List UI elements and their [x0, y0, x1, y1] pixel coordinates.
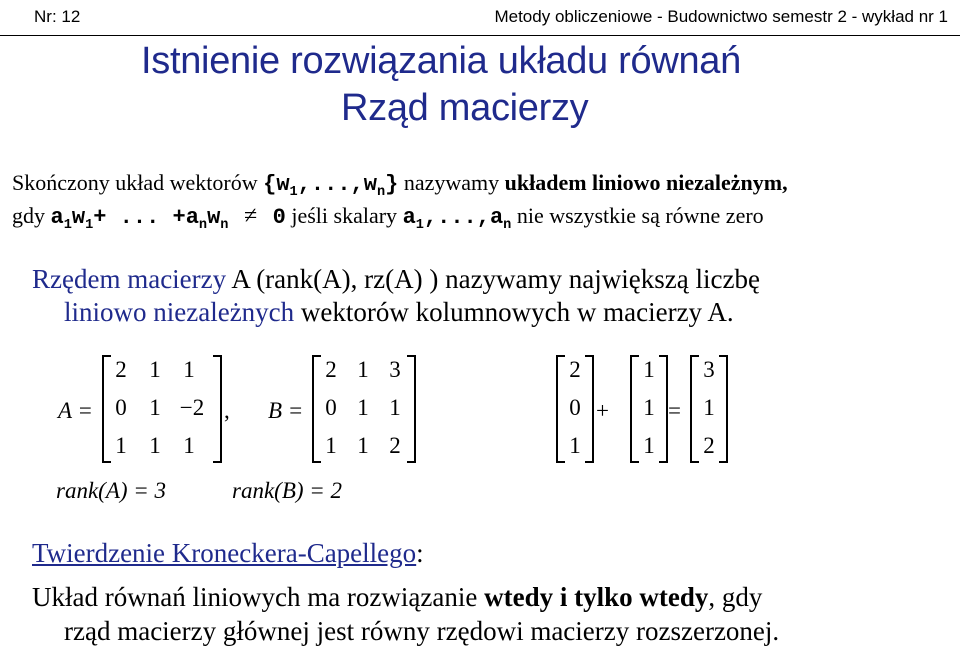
- vector-cell: 0: [569, 395, 581, 420]
- rank-independent-term: liniowo niezależnych: [64, 297, 295, 327]
- equals-sign: =: [668, 398, 681, 423]
- matrix-a-label: A =: [58, 398, 93, 423]
- plus-sign: +: [596, 398, 609, 423]
- matrix-cell: 0: [115, 395, 127, 420]
- def-text-2: nazywamy: [403, 170, 500, 195]
- theorem-title: [32, 538, 424, 569]
- matrix-a: [102, 355, 222, 463]
- matrix-cell: 0: [325, 395, 337, 420]
- vector-cell: 1: [569, 433, 581, 458]
- matrix-cell: 1: [183, 433, 195, 458]
- matrix-b-label: B =: [268, 398, 304, 423]
- scalars: $a_1,...,a_n$: [402, 205, 512, 233]
- not-equal-sign: ≠: [243, 203, 258, 229]
- def-tail: nie wszystkie są równe zero: [516, 203, 764, 228]
- theorem-colon: :: [416, 538, 424, 568]
- independence-definition-line2: [12, 203, 764, 233]
- def-text-1: Skończony układ wektorów: [12, 170, 258, 195]
- matrix-cell: 1: [149, 357, 161, 382]
- matrix-cell: 1: [357, 433, 369, 458]
- matrix-cell: 1: [115, 433, 127, 458]
- rank-matrix-letter-2: A.: [707, 297, 734, 327]
- vector-cell: 1: [643, 433, 655, 458]
- page-number: Nr: 12: [34, 7, 81, 26]
- rank-term: Rzędem macierzy: [32, 264, 227, 294]
- def-jesli: jeśli skalary: [291, 203, 398, 228]
- matrix-cell: 1: [357, 357, 369, 382]
- zero-vector: 0: [272, 205, 286, 230]
- theorem-text-2: , gdy: [708, 582, 763, 612]
- matrix-cell: 1: [325, 433, 337, 458]
- column-vector-2: [630, 355, 668, 463]
- rank-definition-line2: [64, 297, 734, 328]
- rank-notation: (rank(A), rz(A) ): [256, 264, 439, 294]
- matrix-cell: 1: [357, 395, 369, 420]
- vector-set: $\{w_1,...,w_n\}$: [263, 172, 399, 200]
- independence-definition-line1: [12, 170, 788, 200]
- theorem-line1: [32, 582, 762, 613]
- rank-text: nazywamy największą liczbę: [445, 264, 760, 294]
- vector-cell: 2: [569, 357, 581, 382]
- slide-title: Istnienie rozwiązania układu równań: [141, 40, 741, 82]
- matrix-cell: 1: [149, 433, 161, 458]
- vector-cell: 3: [703, 357, 715, 382]
- vector-cell: 2: [703, 433, 715, 458]
- matrix-separator-comma: ,: [224, 398, 230, 423]
- rank-b-result: rank(B) = 2: [232, 478, 343, 503]
- rank-a-result: rank(A) = 3: [56, 478, 167, 503]
- vector-cell: 1: [703, 395, 715, 420]
- theorem-line2: rząd macierzy głównej jest równy rzędowi macierzy rozszerzonej.: [64, 616, 780, 646]
- column-vector-1: [556, 355, 594, 463]
- matrix-b: [312, 355, 416, 463]
- def-bold-term: układem liniowo niezależnym,: [504, 170, 788, 195]
- matrix-cell: 2: [389, 433, 401, 458]
- slide-subtitle: Rząd macierzy: [341, 87, 589, 129]
- matrix-cell: 3: [389, 357, 401, 382]
- matrix-cell: 1: [183, 357, 195, 382]
- vector-cell: 1: [643, 395, 655, 420]
- matrix-cell: 2: [325, 357, 337, 382]
- vector-cell: 1: [643, 357, 655, 382]
- theorem-iff: wtedy i tylko wtedy: [484, 582, 709, 612]
- rank-matrix-letter: A: [231, 264, 250, 294]
- matrix-cell: 2: [115, 357, 127, 382]
- column-vector-3: [690, 355, 728, 463]
- theorem-text-1: Układ równań liniowych ma rozwiązanie: [32, 582, 478, 612]
- matrix-cell: −2: [179, 395, 205, 420]
- rank-definition-line1: [32, 264, 760, 295]
- header-divider: [0, 35, 960, 36]
- linear-combination: $a_1w_1+$ ... $+a_nw_n$: [50, 205, 229, 233]
- course-header: Metody obliczeniowe - Budownictwo semestr 2 - wykład nr 1: [494, 7, 948, 26]
- theorem-name: Twierdzenie Kroneckera-Capellego: [32, 538, 417, 568]
- matrix-cell: 1: [149, 395, 161, 420]
- matrix-cell: 1: [389, 395, 401, 420]
- def-gdy: gdy: [12, 203, 45, 228]
- rank-text-2: wektorów kolumnowych w macierzy: [300, 297, 703, 327]
